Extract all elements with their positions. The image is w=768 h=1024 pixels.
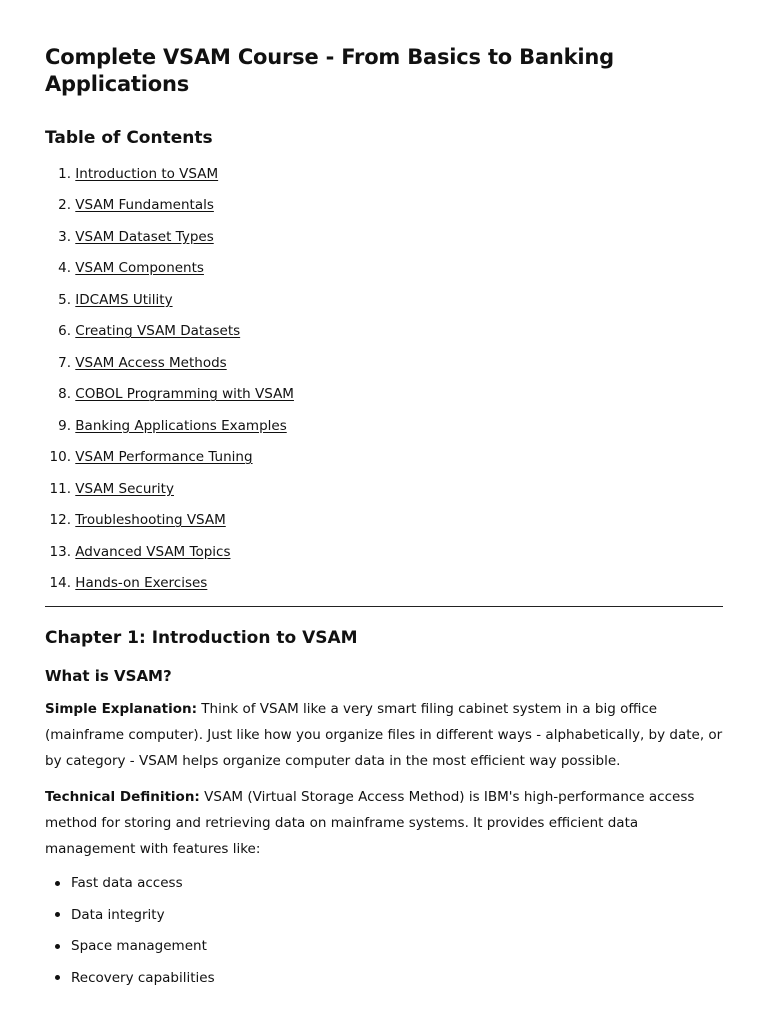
simple-explanation-text: Think of VSAM like a very smart filing cabinet system in a big office (mainframe computer). Just like how you organize files in different ways - alphabetically, by date, or by category - VSAM helps organize computer data in the most efficient way possible. [45,701,723,770]
toc-heading: Table of Contents [45,127,213,148]
toc-item [45,415,723,447]
toc-link-creating-datasets[interactable]: Creating VSAM Datasets [75,323,241,340]
technical-definition-label: Technical Definition: [45,789,200,806]
toc-item [45,194,723,226]
toc-item [45,320,723,352]
bullet-icon [45,967,71,989]
list-item-text: Recovery capabilities [71,969,215,986]
toc-item [45,289,723,321]
simple-explanation-label: Simple Explanation: [45,701,197,718]
toc-item-number: 4. [58,260,71,277]
toc-item [45,541,723,573]
toc-link-advanced-topics[interactable]: Advanced VSAM Topics [75,543,231,560]
toc-link-security[interactable]: VSAM Security [75,480,174,497]
toc-link-access-methods[interactable]: VSAM Access Methods [75,354,227,371]
toc-link-performance-tuning[interactable]: VSAM Performance Tuning [75,449,253,466]
bullet-icon [45,904,71,926]
toc-item [45,572,723,604]
toc-item [45,478,723,510]
toc-item [45,352,723,384]
toc-item-number: 14. [49,575,71,592]
bullet-icon [45,872,71,894]
toc-link-idcams[interactable]: IDCAMS Utility [75,291,173,308]
toc-item-number: 12. [49,512,71,529]
toc-link-troubleshooting[interactable]: Troubleshooting VSAM [75,512,226,529]
toc-item-number: 2. [58,197,71,214]
toc-item [45,226,723,258]
list-item [45,935,723,967]
toc-item-number: 13. [49,543,71,560]
table-of-contents [45,163,723,604]
bullet-icon [45,935,71,957]
toc-item-number: 1. [58,165,71,182]
section-heading: What is VSAM? [45,666,172,685]
technical-definition-paragraph [45,784,723,862]
toc-item-number: 11. [49,480,71,497]
section-divider [45,606,723,607]
toc-item-number: 10. [49,449,71,466]
toc-link-fundamentals[interactable]: VSAM Fundamentals [75,197,214,214]
toc-link-hands-on-exercises[interactable]: Hands-on Exercises [75,575,208,592]
features-list [45,872,723,998]
toc-item-number: 8. [58,386,71,403]
toc-item [45,163,723,195]
list-item-text: Space management [71,938,207,955]
toc-item-number: 9. [58,417,71,434]
list-item [45,904,723,936]
toc-link-introduction[interactable]: Introduction to VSAM [75,165,219,182]
chapter-heading: Chapter 1: Introduction to VSAM [45,627,358,648]
toc-item [45,383,723,415]
toc-item [45,509,723,541]
toc-item-number: 3. [58,228,71,245]
toc-link-cobol-programming[interactable]: COBOL Programming with VSAM [75,386,294,403]
toc-item-number: 6. [58,323,71,340]
toc-item [45,446,723,478]
list-item-text: Data integrity [71,906,165,923]
list-item [45,872,723,904]
toc-item [45,257,723,289]
toc-item-number: 5. [58,291,71,308]
technical-definition-text: VSAM (Virtual Storage Access Method) is IBM's high-performance access method for storing and retrieving data on mainframe systems. It provides efficient data management with features like: [45,789,695,858]
toc-link-dataset-types[interactable]: VSAM Dataset Types [75,228,214,245]
page-title: Complete VSAM Course - From Basics to Banking Applications [45,45,615,97]
list-item-text: Fast data access [71,875,183,892]
toc-item-number: 7. [58,354,71,371]
simple-explanation-paragraph [45,696,723,774]
list-item [45,967,723,999]
toc-link-components[interactable]: VSAM Components [75,260,204,277]
toc-link-banking-examples[interactable]: Banking Applications Examples [75,417,287,434]
